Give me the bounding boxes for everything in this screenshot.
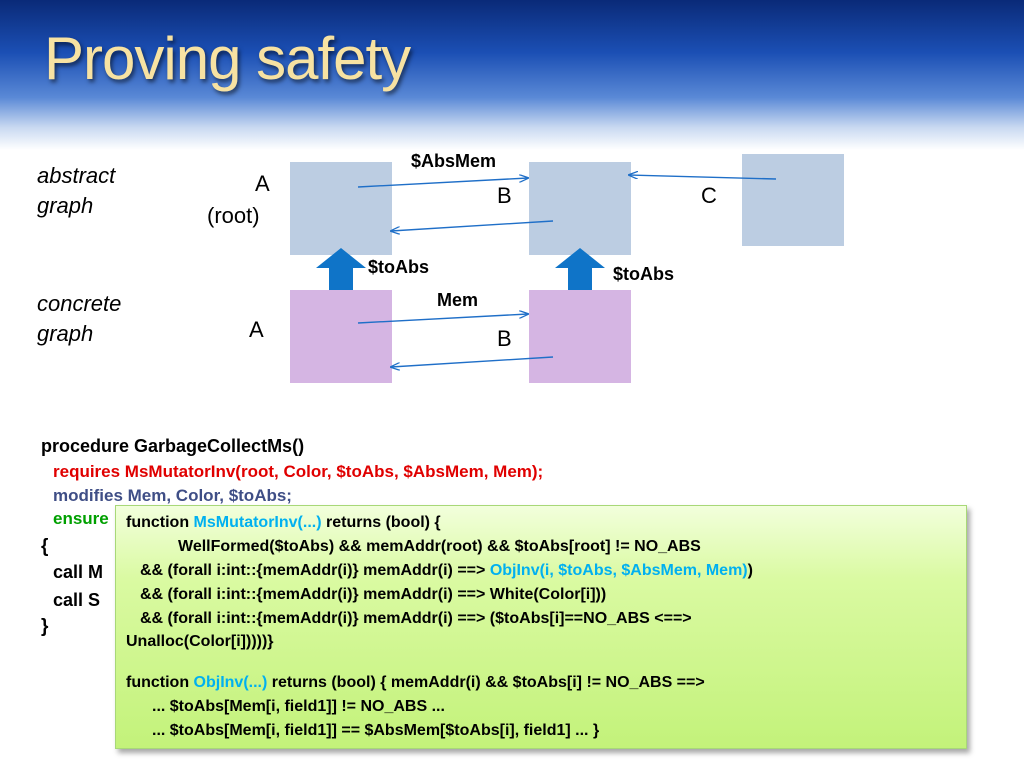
mem-label: Mem	[437, 290, 479, 310]
popup-line-9: ... $toAbs[Mem[i, field1]] == $AbsMem[$toAbs[i], field1] ... }	[152, 722, 600, 739]
abstract-label-line2: graph	[37, 193, 94, 218]
popup-line-8: ... $toAbs[Mem[i, field1]] != NO_ABS ...	[152, 698, 445, 715]
concrete-node-b-label: B	[497, 326, 512, 351]
concrete-label-line2: graph	[37, 321, 94, 346]
popup-line-7-rest: returns (bool) { memAddr(i) && $toAbs[i] != NO_ABS ==>	[267, 674, 705, 691]
popup-line-5: && (forall i:int::{memAddr(i)} memAddr(i) ==> ($toAbs[i]==NO_ABS <==>	[140, 610, 692, 627]
procedure-open-brace: {	[41, 536, 49, 557]
abstract-edge-a-to-b	[358, 178, 528, 187]
procedure-call-2: call S	[53, 590, 101, 610]
popup-line-1	[126, 514, 441, 532]
concrete-edge-a-to-b	[358, 314, 528, 323]
procedure-modifies: modifies Mem, Color, $toAbs;	[53, 486, 292, 505]
popup-line-7	[126, 674, 705, 692]
popup-line-2: WellFormed($toAbs) && memAddr(root) && $toAbs[root] != NO_ABS	[178, 538, 701, 555]
concrete-node-a-label: A	[249, 317, 264, 342]
toabs-label-right: $toAbs	[613, 264, 675, 284]
slide-title: Proving safety	[44, 25, 411, 92]
toabs-label-left: $toAbs	[368, 257, 430, 277]
objinv-call: ObjInv(i, $toAbs, $AbsMem, Mem)	[489, 562, 748, 579]
procedure-ensures: ensure	[53, 509, 109, 528]
popup-line-3-end: )	[747, 562, 753, 579]
abstract-node-a-root-label: (root)	[207, 203, 260, 228]
invariant-definitions-popup	[115, 505, 967, 749]
concrete-edge-b-to-a	[391, 357, 553, 367]
procedure-call-1: call M	[53, 562, 104, 582]
absmem-label: $AbsMem	[411, 151, 497, 171]
popup-line-6: Unalloc(Color[i]))))}	[126, 633, 274, 650]
concrete-label-line1: concrete	[37, 291, 122, 316]
keyword-function-2: function	[126, 674, 194, 691]
abstract-label-line1: abstract	[37, 163, 116, 188]
keyword-function: function	[126, 514, 194, 531]
abstract-node-c-label: C	[701, 183, 717, 208]
toabs-block-arrow-right	[555, 248, 605, 290]
popup-line-1-rest: returns (bool) {	[321, 514, 441, 531]
objinv-name: ObjInv(...)	[193, 674, 268, 691]
toabs-block-arrow-left	[316, 248, 366, 290]
abstract-edge-c-to-b	[629, 175, 776, 179]
abstract-edge-b-to-a	[391, 221, 553, 231]
popup-line-3	[140, 562, 753, 580]
abstract-node-b-label: B	[497, 183, 512, 208]
popup-line-4: && (forall i:int::{memAddr(i)} memAddr(i) ==> White(Color[i]))	[140, 586, 607, 603]
procedure-requires: requires MsMutatorInv(root, Color, $toAbs, $AbsMem, Mem);	[53, 462, 544, 481]
abstract-node-a-label: A	[255, 171, 270, 196]
procedure-close-brace: }	[41, 616, 49, 637]
popup-line-3-start: && (forall i:int::{memAddr(i)} memAddr(i) ==>	[140, 562, 490, 579]
msmutatorinv-name: MsMutatorInv(...)	[193, 514, 322, 531]
procedure-signature: procedure GarbageCollectMs()	[41, 436, 305, 456]
